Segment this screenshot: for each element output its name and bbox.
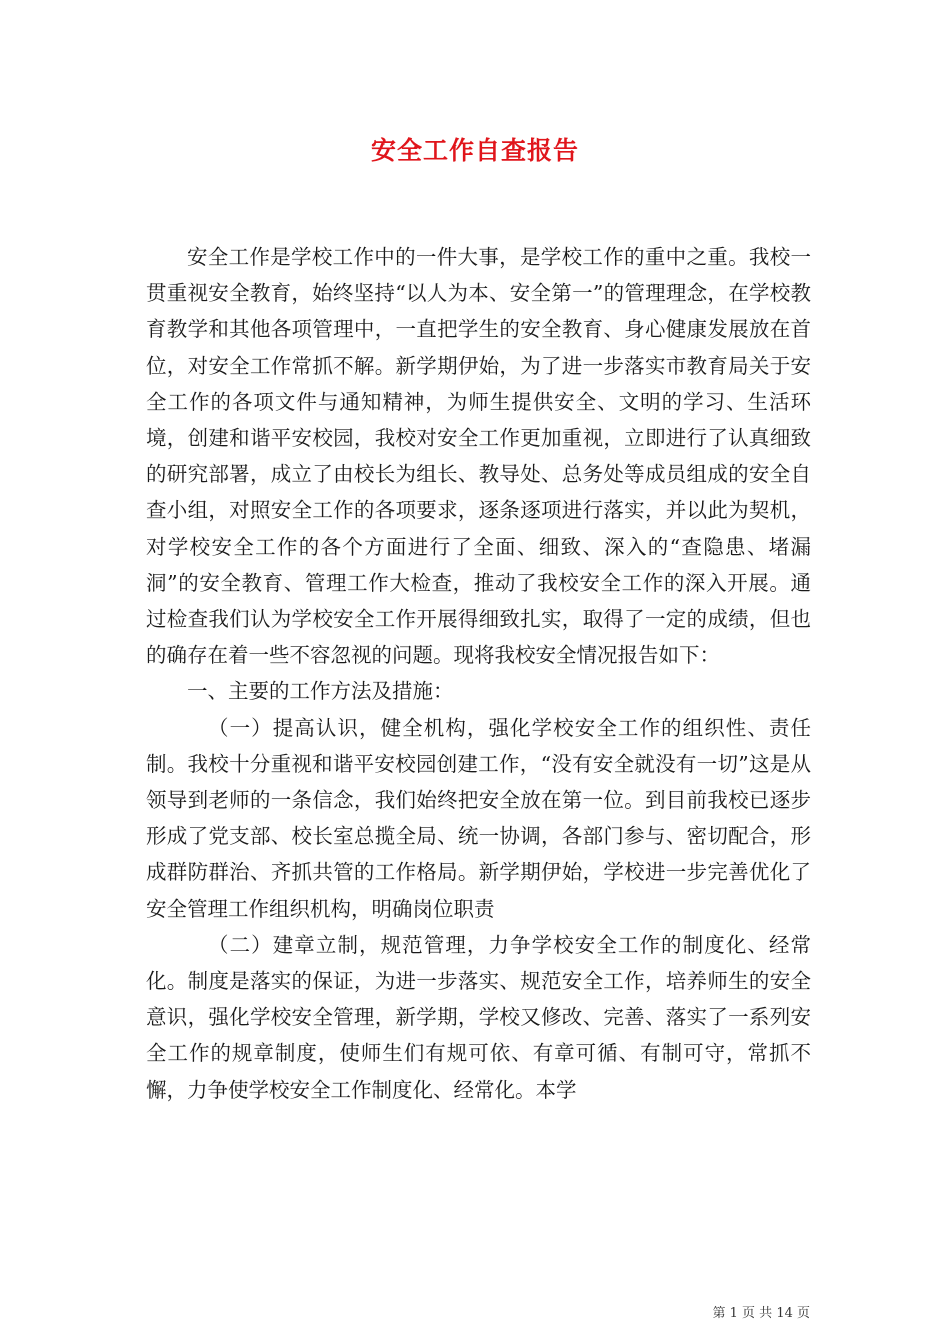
section-heading: 一、主要的工作方法及措施： <box>187 679 454 704</box>
paragraph-section-2: （二）建章立制，规范管理，力争学校安全工作的制度化、经常化。制度是落实的保证，为进一步落实、规范安全工作，培养师生的安全意识，强化学校安全管理，新学期，学校又修改、完善、落实了一系列安全工作的规章制度，使师生们有规可依、有章可循、有制可守，常抓不懈，力争使学校安全工作制度化、经常化。本学 <box>146 932 811 1102</box>
page-number: 第 1 页 共 14 页 <box>712 1306 810 1321</box>
paragraph-intro: 安全工作是学校工作中的一件大事，是学校工作的重中之重。我校一贯重视安全教育，始终坚持“以人为本、安全第一”的管理理念，在学校教育教学和其他各项管理中，一直把学生的安全教育、身心健康发展放在首位，对安全工作常抓不解。新学期伊始，为了进一步落实市教育局关于安全工作的各项文件与通知精神，为师生提供安全、文明的学习、生活环境，创建和谐平安校园，我校对安全工作更加重视，立即进行了认真细致的研究部署，成立了由校长为组长、教导处、总务处等成员组成的安全自查小组，对照安全工作的各项要求，逐条逐项进行落实，并以此为契机，对学校安全工作的各个方面进行了全面、细致、深入的“查隐患、堵漏洞”的安全教育、管理工作大检查，推动了我校安全工作的深入开展。通过检查我们认为学校安全工作开展得细致扎实，取得了一定的成绩，但也的确存在着一些不容忽视的问题。现将我校安全情况报告如下： <box>146 245 811 668</box>
paragraph-section-1: （一）提高认识，健全机构，强化学校安全工作的组织性、责任制。我校十分重视和谐平安校园创建工作，“没有安全就没有一切”这是从领导到老师的一条信念，我们始终把安全放在第一位。到目前我校已逐步形成了党支部、校长室总揽全局、统一协调，各部门参与、密切配合，形成群防群治、齐抓共管的工作格局。新学期伊始，学校进一步完善优化了安全管理工作组织机构，明确岗位职责 <box>146 715 811 921</box>
page-title: 安全工作自查报告 <box>370 136 579 165</box>
document-body <box>146 239 811 1108</box>
